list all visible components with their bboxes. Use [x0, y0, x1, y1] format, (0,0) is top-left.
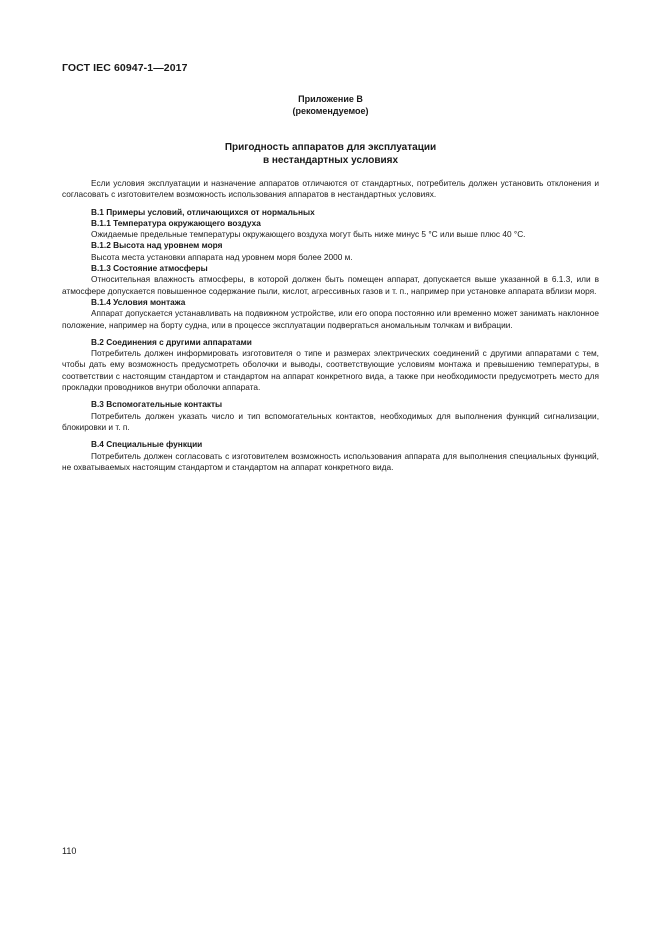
appendix-status: (рекомендуемое): [292, 106, 369, 116]
subsection-b11-text: Ожидаемые предельные температуры окружающего воздуха могут быть ниже минус 5 °С или выше плюс 40 °С.: [91, 229, 526, 240]
intro-paragraph: Если условия эксплуатации и назначение аппаратов отличаются от стандартных, потребитель должен установить отклонения и согласовать с изготовителем возможность использования аппаратов в нестандартных условиях.: [62, 178, 599, 200]
section-b4-text: Потребитель должен согласовать с изготовителем возможность использования аппарата для выполнения специальных функций, не охватываемых настоящим стандартом и стандартом на аппарат конкретного вида.: [62, 450, 599, 472]
subsection-b14-text: Аппарат допускается устанавливать на подвижном устройстве, или его опора постоянно или временно может занимать наклонное положение, например на борту судна, или в процессе эксплуатации подвергаться аномальным толчкам и вибрации.: [62, 308, 599, 330]
page-title: [62, 142, 599, 167]
title-line-2: в нестандартных условиях: [262, 154, 399, 166]
subsection-b13-heading: В.1.3 Состояние атмосферы: [91, 263, 208, 274]
section-b2-heading: В.2 Соединения с другими аппаратами: [91, 336, 252, 347]
section-b3-heading: В.3 Вспомогательные контакты: [91, 399, 223, 410]
subsection-b11-heading: В.1.1 Температура окружающего воздуха: [91, 217, 261, 228]
section-b3-text: Потребитель должен указать число и тип вспомогательных контактов, необходимых для выполнения функций сигнализации, блокировки и т. п.: [62, 410, 599, 432]
section-b2-text: Потребитель должен информировать изготовителя о типе и размерах электрических соединений с другими аппаратами с тем, чтобы дать ему возможность предусмотреть оболочки и выводы, соответствующие условиям монтажа и превышению температуры, в соответствии с настоящим стандартом и стандартом на аппарат конкретного вида, а также при необходимости предусмотреть место для прокладки проводников внутри оболочки аппарата.: [62, 348, 599, 393]
appendix-label: Приложение В: [298, 94, 363, 104]
subsection-b12-text: Высота места установки аппарата над уровнем моря более 2000 м.: [91, 251, 353, 262]
subsection-b12-heading: В.1.2 Высота над уровнем моря: [91, 240, 223, 251]
document-body: [62, 178, 599, 473]
subsection-b14-heading: В.1.4 Условия монтажа: [91, 296, 186, 307]
section-b4-heading: В.4 Специальные функции: [91, 439, 203, 450]
title-line-1: Пригодность аппаратов для эксплуатации: [224, 142, 437, 153]
document-standard-code: ГОСТ IEC 60947-1—2017: [62, 62, 188, 74]
section-b1-heading: В.1 Примеры условий, отличающихся от нормальных: [91, 206, 315, 217]
page-number: 110: [62, 846, 77, 856]
subsection-b13-text: Относительная влажность атмосферы, в которой должен быть помещен аппарат, допускается выше указанной в 6.1.3, или в атмосфере допускается повышенное содержание пыли, кислот, агрессивных газов и т. п., например при установке аппарата вблизи моря.: [62, 274, 599, 296]
appendix-block: [62, 93, 599, 117]
